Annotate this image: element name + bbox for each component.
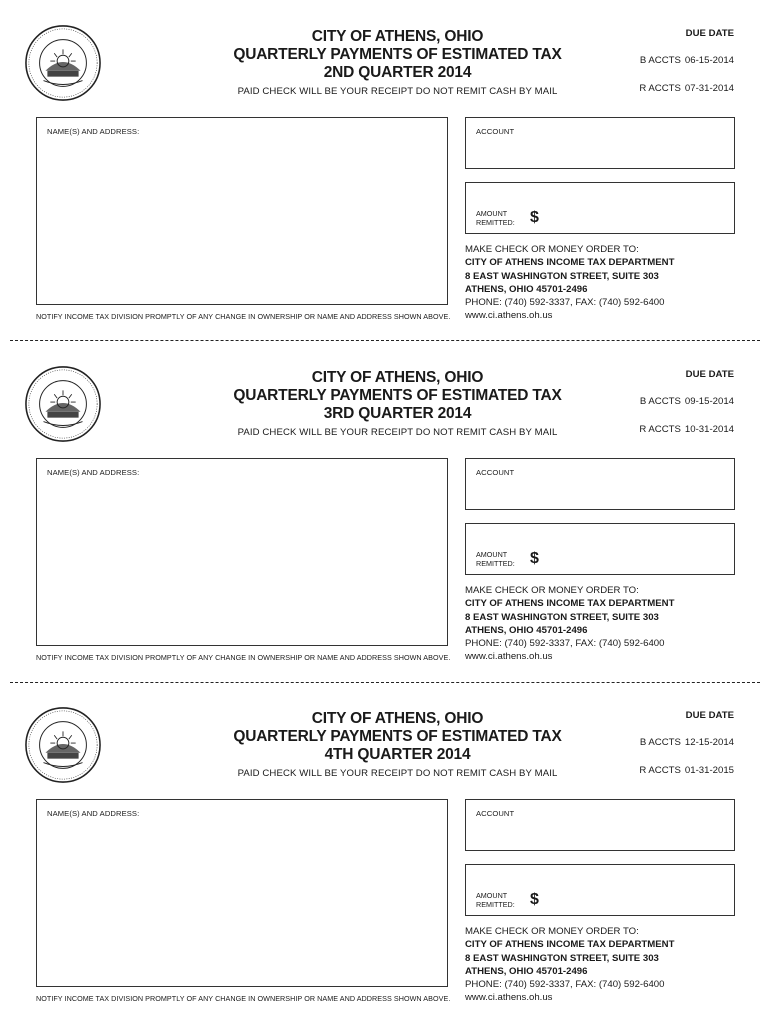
dollar-sign: $ xyxy=(530,891,539,908)
amount-remitted-field[interactable] xyxy=(465,523,735,575)
dollar-sign: $ xyxy=(530,550,539,567)
dollar-sign: $ xyxy=(530,209,539,226)
payment-instructions: MAKE CHECK OR MONEY ORDER TO: CITY OF ATHENS INCOME TAX DEPARTMENT 8 EAST WASHINGTON STREET, SUITE 303 ATHENS, OHIO 45701-2496 PHONE: (740) 592-3337, FAX: (740) 592-6400 www.ci.athens.oh.us xyxy=(465,926,675,1004)
payment-instructions: MAKE CHECK OR MONEY ORDER TO: CITY OF ATHENS INCOME TAX DEPARTMENT 8 EAST WASHINGTON STREET, SUITE 303 ATHENS, OHIO 45701-2496 PHONE: (740) 592-3337, FAX: (740) 592-6400 www.ci.athens.oh.us xyxy=(465,585,675,663)
form-title xyxy=(200,369,595,423)
notify-text: NOTIFY INCOME TAX DIVISION PROMPTLY OF ANY CHANGE IN OWNERSHIP OR NAME AND ADDRESS SHOWN ABOVE. xyxy=(36,653,451,662)
name-address-field[interactable] xyxy=(36,799,448,987)
receipt-note: PAID CHECK WILL BE YOUR RECEIPT DO NOT REMIT CASH BY MAIL xyxy=(237,768,558,779)
title-city: CITY OF ATHENS, OHIO xyxy=(311,710,484,727)
title-city: CITY OF ATHENS, OHIO xyxy=(311,28,484,45)
due-b-accts: B ACCTS 06-15-2014 xyxy=(639,55,734,66)
account-label: ACCOUNT xyxy=(476,127,515,136)
amount-remitted-field[interactable] xyxy=(465,864,735,916)
account-field[interactable] xyxy=(465,458,735,510)
title-form: QUARTERLY PAYMENTS OF ESTIMATED TAX xyxy=(233,728,562,745)
title-quarter: 2ND QUARTER 2014 xyxy=(323,64,472,81)
account-label: ACCOUNT xyxy=(476,809,515,818)
name-address-label: NAME(S) AND ADDRESS: xyxy=(47,127,140,136)
amount-label: AMOUNT REMITTED: xyxy=(476,550,515,568)
title-form: QUARTERLY PAYMENTS OF ESTIMATED TAX xyxy=(233,387,562,404)
payment-instructions: MAKE CHECK OR MONEY ORDER TO: CITY OF ATHENS INCOME TAX DEPARTMENT 8 EAST WASHINGTON STREET, SUITE 303 ATHENS, OHIO 45701-2496 PHONE: (740) 592-3337, FAX: (740) 592-6400 www.ci.athens.oh.us xyxy=(465,244,675,322)
title-quarter: 4TH QUARTER 2014 xyxy=(324,746,471,763)
coupon-q4 xyxy=(0,682,770,1012)
due-date-block xyxy=(635,710,734,793)
form-title xyxy=(200,710,595,764)
city-seal-icon xyxy=(24,24,102,102)
name-address-field[interactable] xyxy=(36,458,448,646)
receipt-note: PAID CHECK WILL BE YOUR RECEIPT DO NOT REMIT CASH BY MAIL xyxy=(237,86,558,97)
coupon-q2 xyxy=(0,0,770,330)
title-city: CITY OF ATHENS, OHIO xyxy=(311,369,484,386)
amount-label: AMOUNT REMITTED: xyxy=(476,209,515,227)
coupon-q3 xyxy=(0,341,770,671)
city-seal-icon xyxy=(24,706,102,784)
due-date-title: DUE DATE xyxy=(685,369,734,380)
city-seal-icon xyxy=(24,365,102,443)
amount-remitted-field[interactable] xyxy=(465,182,735,234)
due-date-title: DUE DATE xyxy=(685,28,734,39)
notify-text: NOTIFY INCOME TAX DIVISION PROMPTLY OF ANY CHANGE IN OWNERSHIP OR NAME AND ADDRESS SHOWN ABOVE. xyxy=(36,994,451,1003)
amount-label: AMOUNT REMITTED: xyxy=(476,891,515,909)
notify-text: NOTIFY INCOME TAX DIVISION PROMPTLY OF ANY CHANGE IN OWNERSHIP OR NAME AND ADDRESS SHOWN ABOVE. xyxy=(36,312,451,321)
name-address-field[interactable] xyxy=(36,117,448,305)
due-r-accts: R ACCTS 07-31-2014 xyxy=(639,83,734,94)
due-b-accts: B ACCTS 09-15-2014 xyxy=(639,396,734,407)
due-date-title: DUE DATE xyxy=(685,710,734,721)
title-form: QUARTERLY PAYMENTS OF ESTIMATED TAX xyxy=(233,46,562,63)
account-field[interactable] xyxy=(465,117,735,169)
due-r-accts: R ACCTS 10-31-2014 xyxy=(639,424,734,435)
form-title xyxy=(200,28,595,82)
name-address-label: NAME(S) AND ADDRESS: xyxy=(47,468,140,477)
due-b-accts: B ACCTS 12-15-2014 xyxy=(639,737,734,748)
name-address-label: NAME(S) AND ADDRESS: xyxy=(47,809,140,818)
account-field[interactable] xyxy=(465,799,735,851)
account-label: ACCOUNT xyxy=(476,468,515,477)
due-date-block xyxy=(635,369,734,452)
due-r-accts: R ACCTS 01-31-2015 xyxy=(639,765,734,776)
due-date-block xyxy=(635,28,734,111)
title-quarter: 3RD QUARTER 2014 xyxy=(323,405,472,422)
receipt-note: PAID CHECK WILL BE YOUR RECEIPT DO NOT REMIT CASH BY MAIL xyxy=(237,427,558,438)
